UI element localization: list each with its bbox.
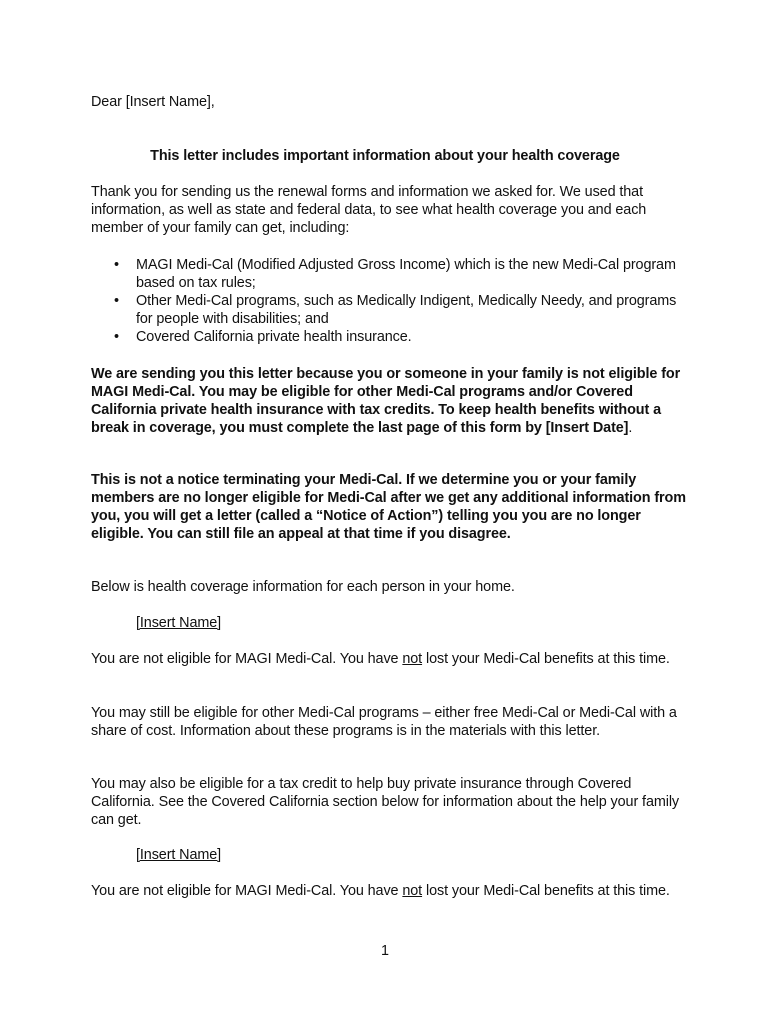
person-name-2: [Insert Name] <box>136 847 222 863</box>
person-name-1: [Insert Name] <box>136 615 222 631</box>
termination-notice: This is not a notice terminating your Medi-Cal. If we determine you or your family members are no longer eligible for Medi-Cal after we get any additional information from you, you will get a letter (called a “Notice of Action”) telling you you are no longer eligible. You can still file an appeal at that time if you disagree. <box>91 472 686 542</box>
eligibility-notice: We are sending you this letter because you or someone in your family is not eligible for MAGI Medi-Cal. You may be eligible for other Medi-Cal programs and/or Covered California private health insurance with tax credits. To keep health benefits without a break in coverage, you must complete the last page of this form by [Insert Date]. <box>91 366 681 436</box>
bullet-icon: • <box>114 329 119 345</box>
person1-status: You are not eligible for MAGI Medi-Cal. You have not lost your Medi-Cal benefits at this time. <box>91 651 670 667</box>
bullet-icon: • <box>114 293 119 309</box>
list-item: • Other Medi-Cal programs, such as Medically Indigent, Medically Needy, and programs for people with disabilities; and <box>114 293 677 327</box>
list-item: • MAGI Medi-Cal (Modified Adjusted Gross Income) which is the new Medi-Cal program based on tax rules; <box>114 257 676 291</box>
coverage-list <box>91 256 691 346</box>
intro-paragraph: Thank you for sending us the renewal forms and information we asked for. We used that information, as well as state and federal data, to see what health coverage you and each member of your family can get, including: <box>91 184 647 236</box>
household-intro: Below is health coverage information for each person in your home. <box>91 579 515 595</box>
salutation: Dear [Insert Name], <box>91 94 215 110</box>
list-item: • Covered California private health insurance. <box>114 329 412 345</box>
person1-other-programs: You may still be eligible for other Medi-Cal programs – either free Medi-Cal or Medi-Cal with a share of cost. Information about these programs is in the materials with this letter. <box>91 705 677 739</box>
person1-tax-credit: You may also be eligible for a tax credit to help buy private insurance through Covered California. See the Covered California section below for information about the help your family can get. <box>91 776 680 828</box>
person2-status: You are not eligible for MAGI Medi-Cal. You have not lost your Medi-Cal benefits at this time. <box>91 883 670 899</box>
letter-title: This letter includes important information about your health coverage <box>150 148 620 164</box>
bullet-icon: • <box>114 257 119 273</box>
page-number: 1 <box>381 943 389 959</box>
